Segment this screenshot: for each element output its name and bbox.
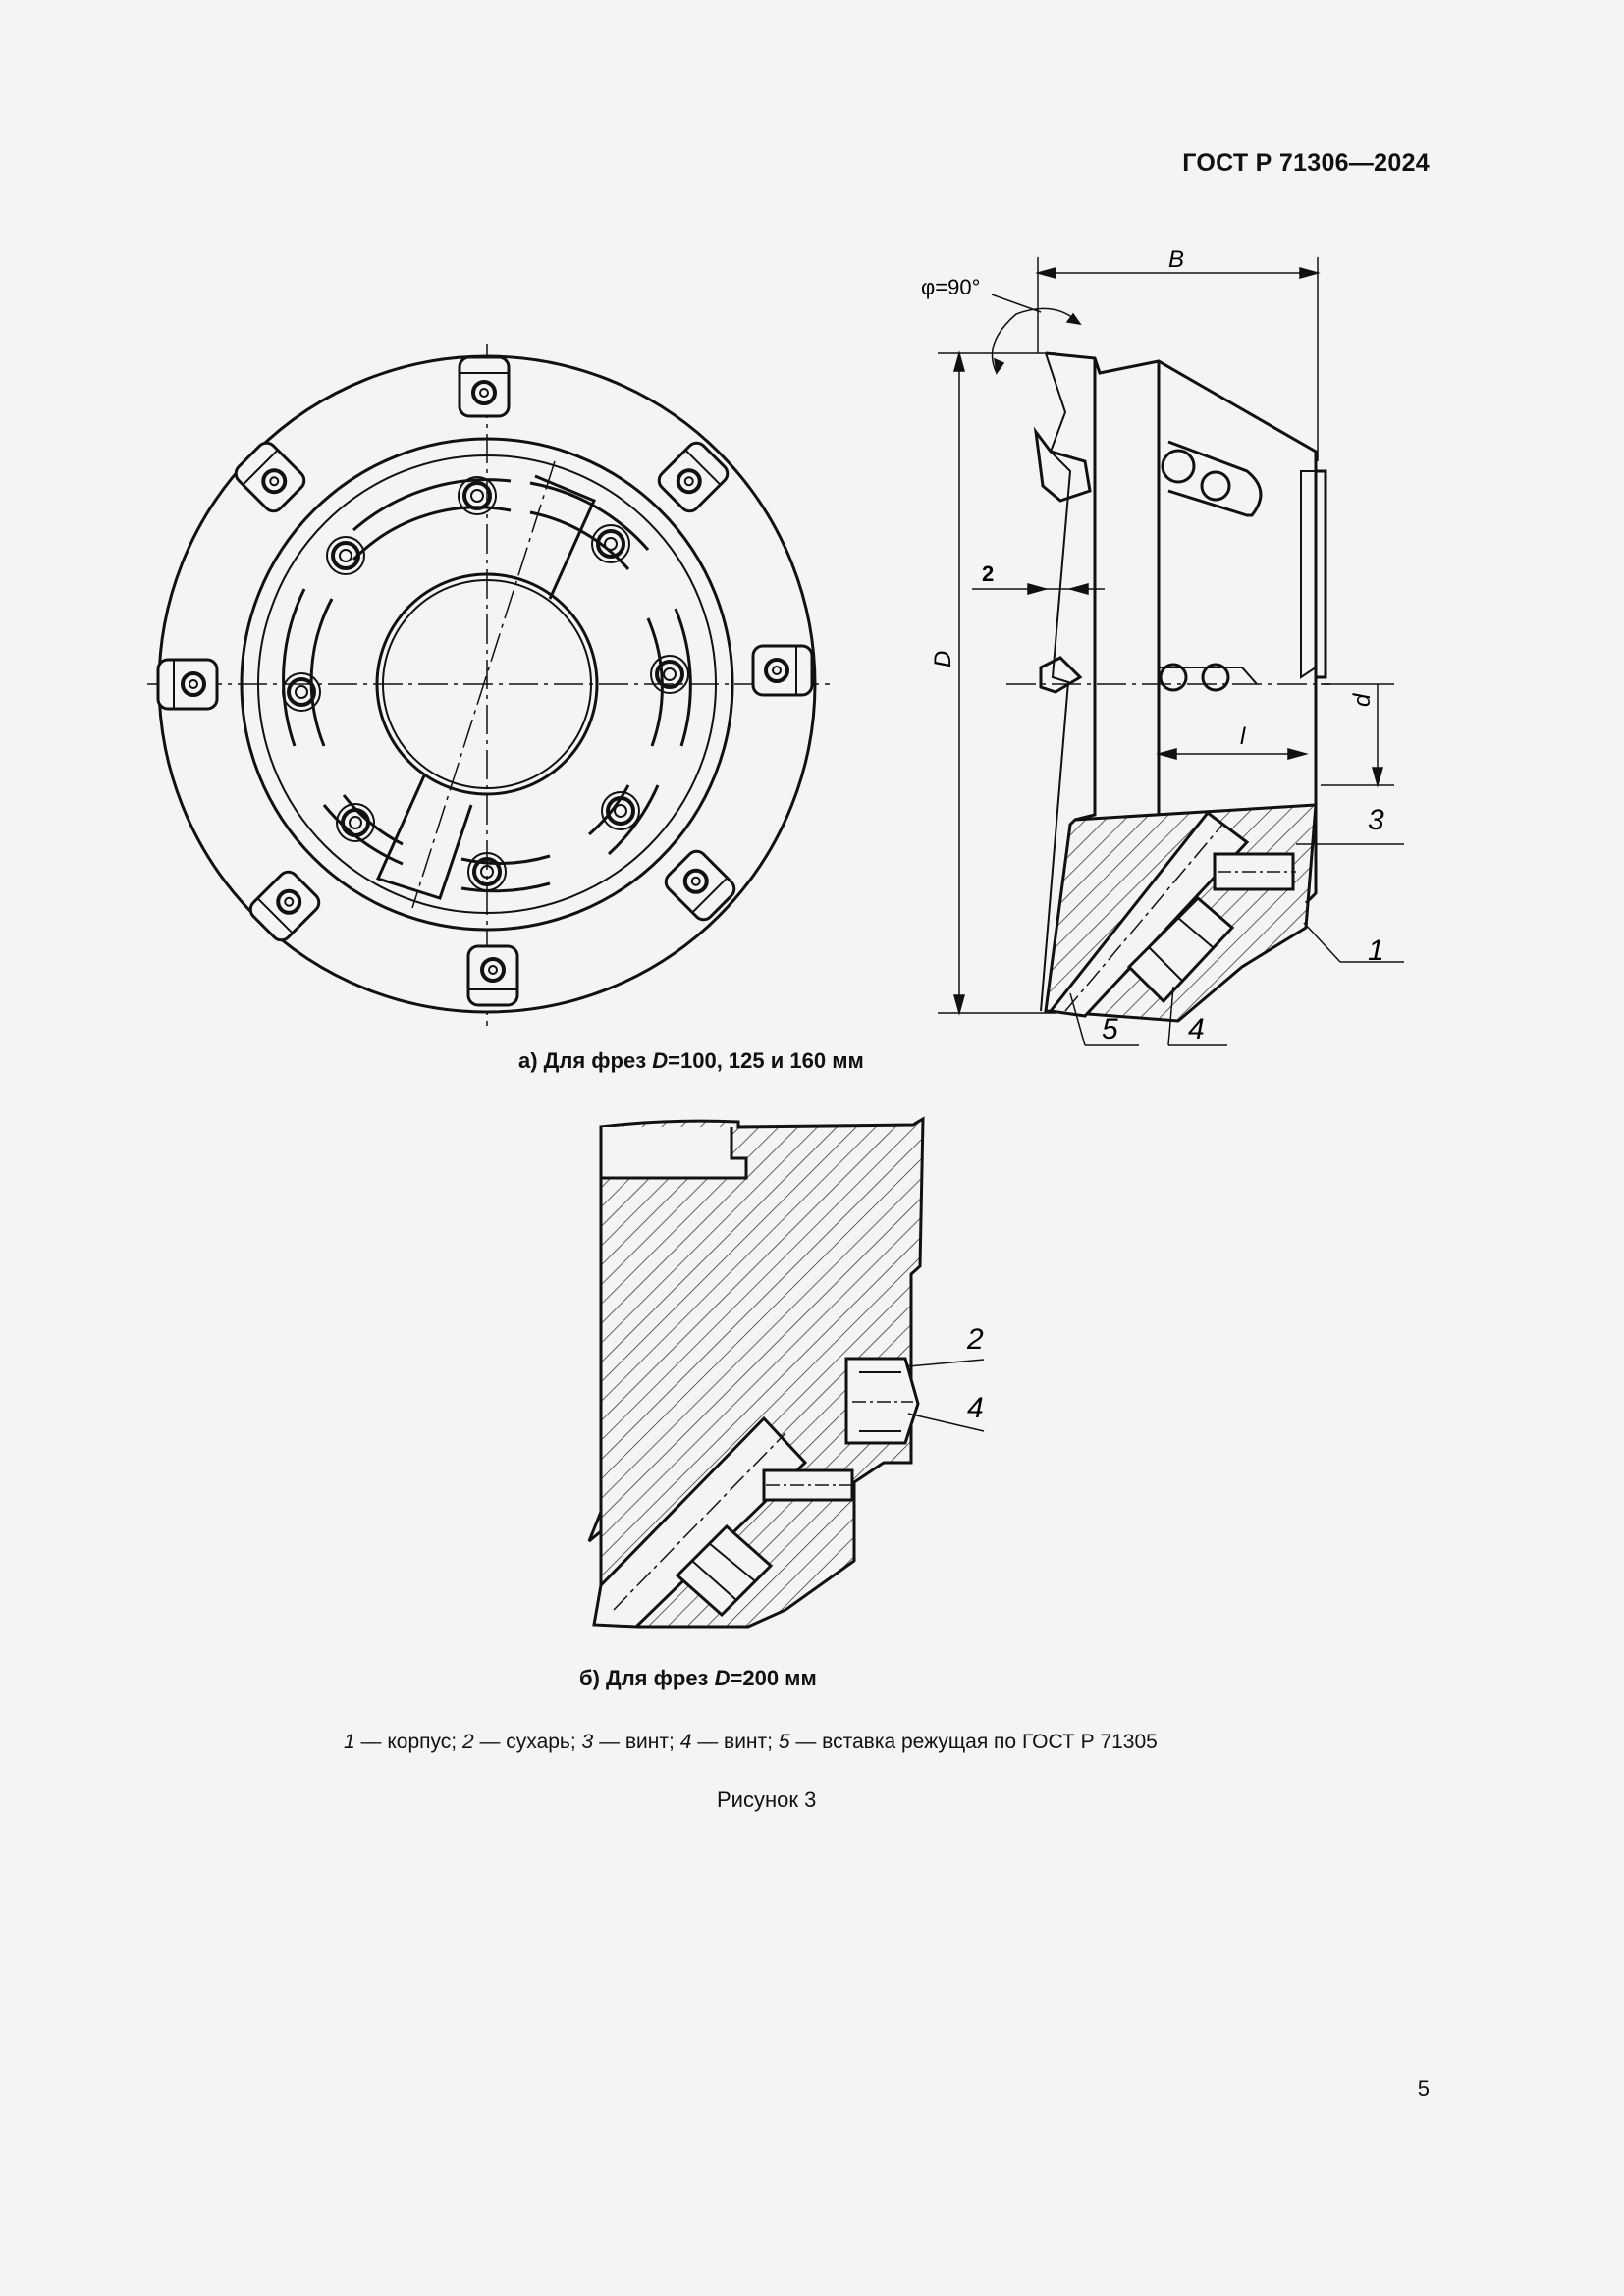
callout-5: 5 bbox=[1102, 1013, 1118, 1045]
dim-label-phi: φ=90° bbox=[921, 275, 981, 299]
legend-text: — сухарь; bbox=[473, 1731, 582, 1753]
dim-label-d: d bbox=[1349, 693, 1376, 707]
callout-b-2: 2 bbox=[967, 1323, 984, 1356]
caption-a: а) Для фрез D=100, 125 и 160 мм bbox=[518, 1048, 864, 1073]
legend-text: — корпус; bbox=[354, 1731, 462, 1753]
callout-b-4: 4 bbox=[967, 1392, 984, 1424]
dim-label-D: D bbox=[930, 650, 956, 667]
section-view-b bbox=[589, 1119, 923, 1627]
legend-text: — винт; bbox=[593, 1731, 680, 1753]
legend-num: 1 bbox=[344, 1731, 355, 1753]
side-section-view bbox=[1006, 353, 1330, 1021]
front-view bbox=[147, 344, 830, 1026]
legend-text: — винт; bbox=[691, 1731, 779, 1753]
callout-1: 1 bbox=[1368, 934, 1384, 967]
callout-4: 4 bbox=[1188, 1013, 1205, 1045]
legend bbox=[344, 1731, 1158, 1754]
dim-label-l: l bbox=[1240, 723, 1246, 750]
legend-num: 5 bbox=[778, 1731, 790, 1753]
legend-num: 2 bbox=[461, 1731, 474, 1753]
callout-3: 3 bbox=[1368, 804, 1384, 836]
legend-text: — вставка режущая по ГОСТ Р 71305 bbox=[789, 1731, 1158, 1753]
caption-b: б) Для фрез D=200 мм bbox=[579, 1666, 817, 1690]
legend-num: 4 bbox=[679, 1731, 692, 1753]
legend-num: 3 bbox=[581, 1731, 594, 1753]
dim-label-B: B bbox=[1168, 246, 1185, 273]
document-id: ГОСТ Р 71306—2024 bbox=[1182, 149, 1430, 177]
figure-title: Рисунок 3 bbox=[717, 1788, 817, 1812]
dim-label-2: 2 bbox=[982, 561, 995, 586]
page-number: 5 bbox=[1417, 2076, 1430, 2101]
